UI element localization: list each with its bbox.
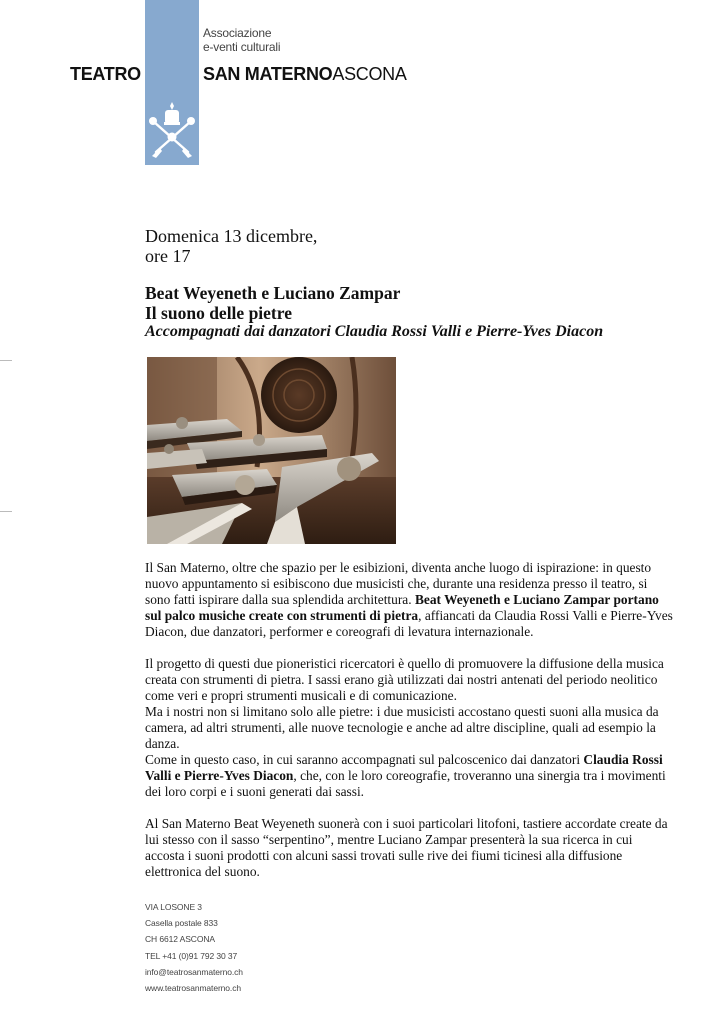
- logo-name-light: ASCONA: [332, 64, 407, 84]
- margin-tick: [0, 360, 12, 361]
- paragraph-dancers-names: Claudia Rossi Valli e Pierre-Yves Diacon: [145, 752, 663, 783]
- paragraph-dancers-text: Come in questo caso, in cui saranno accompagnati sul palcoscenico dai danzatori: [145, 752, 584, 767]
- press-release-body: [145, 560, 675, 880]
- event-date-line: Domenica 13 dicembre,: [145, 226, 318, 246]
- footer-po-box: Casella postale 833: [145, 918, 218, 929]
- event-date: [145, 226, 317, 266]
- footer-city: CH 6612 ASCONA: [145, 934, 215, 945]
- papal-keys-emblem-icon: [148, 100, 196, 158]
- logo-san-materno: [203, 64, 407, 85]
- paragraph-dancers-text-end: , che, con le loro coreografie, troveranno una sinergia tra i movimenti dei loro corpi e i suoni generati dai sassi.: [145, 768, 666, 799]
- event-time-line: ore 17: [145, 246, 191, 266]
- footer-contact: [145, 899, 243, 996]
- stone-instruments-photo: [147, 357, 396, 544]
- logo-teatro: TEATRO: [70, 64, 141, 84]
- footer-address: VIA LOSONE 3: [145, 902, 202, 912]
- paragraph-dancers: [145, 752, 675, 800]
- paragraph-intro-text: Il San Materno, oltre che spazio per le esibizioni, diventa anche luogo di ispirazione: in questo nuovo appuntamento si esibiscono due musicisti che, durante una residenza presso il teatro, si sono fatti ispirare dalla sua splendida architettura.: [145, 560, 652, 607]
- paragraph-intro-highlight: Beat Weyeneth e Luciano Zampar portano sul palco musiche create con strumenti di pietra: [145, 592, 659, 623]
- association-name: [203, 26, 280, 54]
- footer-email[interactable]: info@teatrosanmaterno.ch: [145, 966, 243, 977]
- footer-phone: TEL +41 (0)91 792 30 37: [145, 950, 238, 961]
- event-subtitle: Accompagnati dai danzatori Claudia Rossi Valli e Pierre-Yves Diacon: [145, 323, 604, 340]
- paragraph-beyond-stones: Ma i nostri non si limitano solo alle pietre: i due musicisti accostano questi suoni alla musica da camera, ad altri strumenti, alle nuove tecnologie e anche ad altre discipline, quali ad esempio la danza.: [145, 704, 659, 751]
- event-performers: Beat Weyeneth e Luciano Zampar: [145, 283, 401, 303]
- paragraph-intro: [145, 560, 675, 640]
- event-show-name: Il suono delle pietre: [145, 303, 292, 323]
- association-line-1: Associazione: [203, 26, 272, 40]
- paragraph-project: Il progetto di questi due pioneristici ricercatori è quello di promuovere la diffusione della musica creata con strumenti di pietra. I sassi erano già utilizzati dai nostri antenati del periodo neolitico come veri e propri strumenti musicali e di comunicazione.: [145, 656, 664, 703]
- event-title: [145, 283, 400, 323]
- logo-name-bold: SAN MATERNO: [203, 64, 333, 84]
- paragraph-intro-text-end: , affiancati da Claudia Rossi Valli e Pierre-Yves Diacon, due danzatori, performer e coreografi di levatura internazionale.: [145, 608, 673, 639]
- footer-website[interactable]: www.teatrosanmaterno.ch: [145, 983, 241, 994]
- margin-tick: [0, 511, 12, 512]
- paragraph-instruments: Al San Materno Beat Weyeneth suonerà con i suoi particolari litofoni, tastiere accordate create da lui stesso con il sasso “serpentino”, mentre Luciano Zampar presenterà la sua ricerca in cui accosta i suoni prodotti con alcuni sassi trovati sulle rive dei fiumi ticinesi alla diffusione elettronica del suono.: [145, 816, 668, 879]
- association-line-2: e-venti culturali: [203, 40, 281, 54]
